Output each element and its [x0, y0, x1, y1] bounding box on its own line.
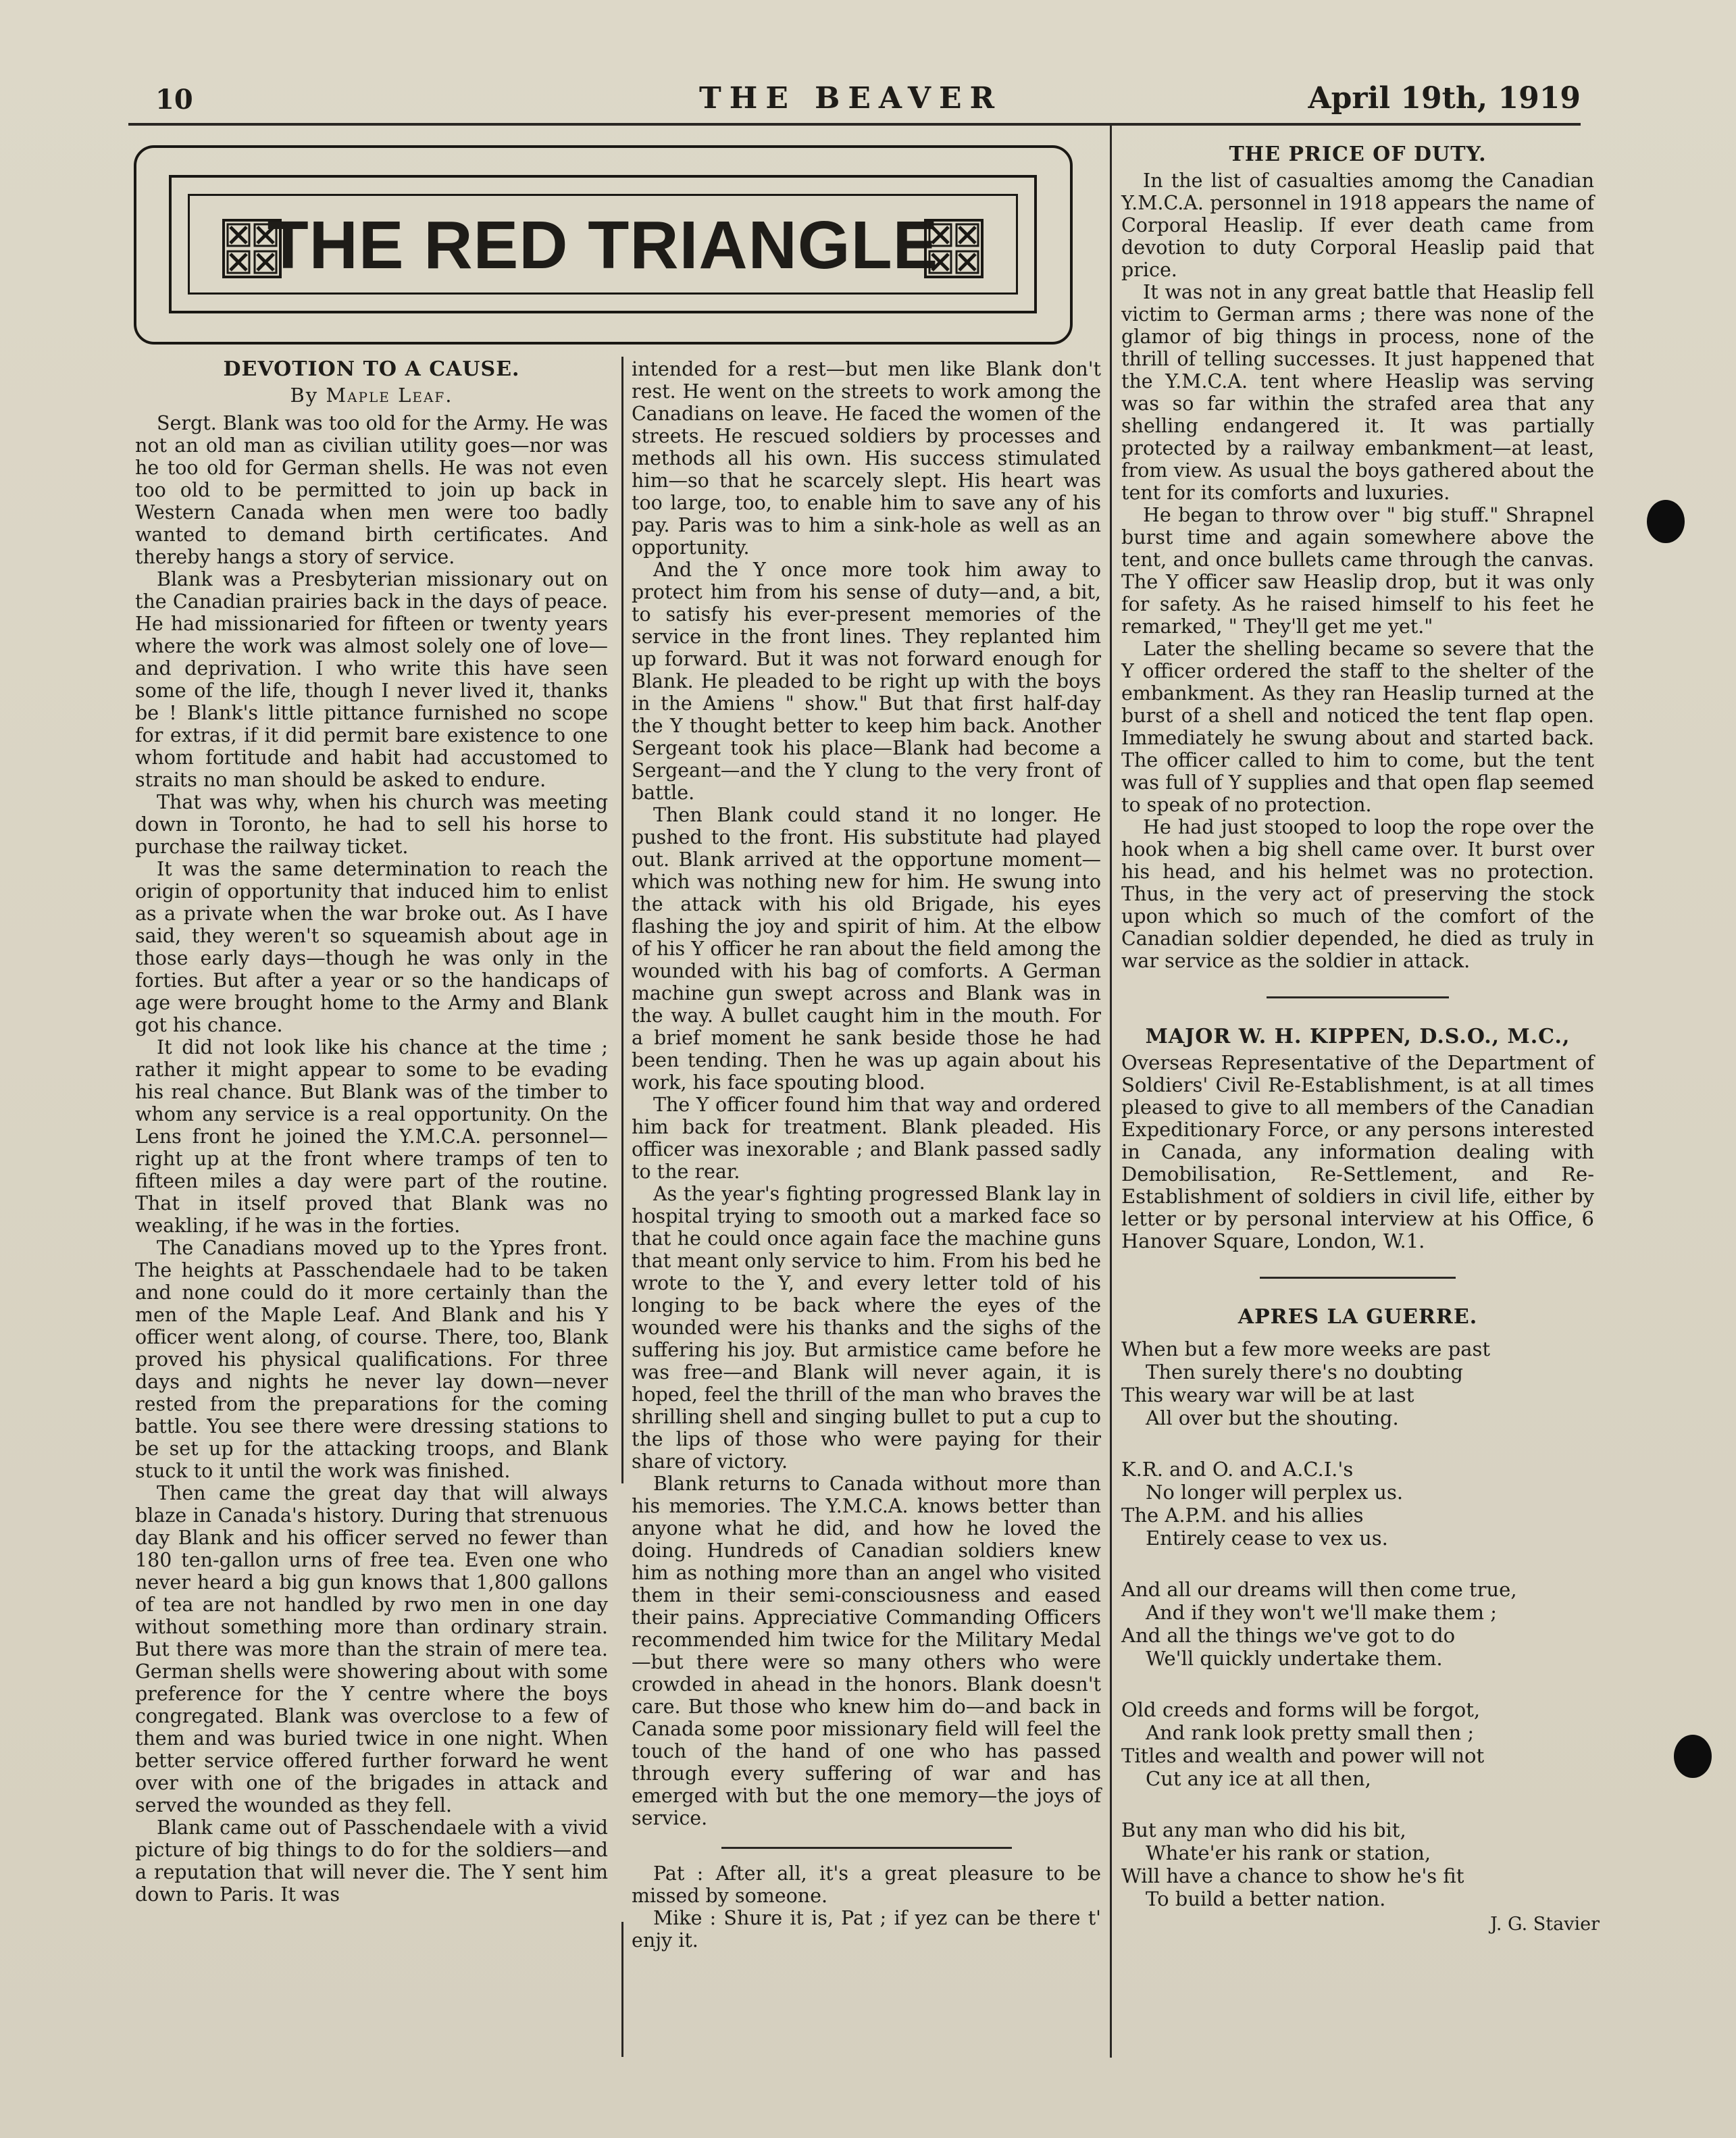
poem-line: Then surely there's no doubting	[1146, 1360, 1463, 1383]
page-header	[128, 76, 1581, 123]
paragraph: intended for a rest—but men like Blank don't rest. He went on the streets to work among the Canadians on leave. He faced the women of the streets. He rescued soldiers by processes and methods all his own. His success stimulated him—so that he scarcely slept. His heart was too large, too, to enable him to save any of his pay. Paris was to him a sink-hole as well as an opportunity.	[632, 358, 1101, 559]
byline	[135, 384, 608, 407]
column-rule	[621, 1922, 623, 2057]
tile-ornament-icon	[924, 219, 984, 278]
column-rule	[1110, 126, 1112, 2058]
paragraph: The Canadians moved up to the Ypres front. The heights at Passchendaele had to be taken and none could do it more certainly than the men of the Maple Leaf. And Blank and his Y officer went along, of course. There, too, Blank proved his physical qualifications. For three days and nights he never lay down—never rested from the preparations for the coming battle. You see there were dressing stations to be set up for the attacking troops, and Blank stuck to it until the work was finished.	[135, 1237, 608, 1482]
poem-line: Entirely cease to vex us.	[1146, 1527, 1388, 1550]
separator-rule	[721, 1847, 1012, 1849]
joke-line: Pat : After all, it's a great pleasure to be missed by someone.	[632, 1862, 1101, 1907]
article-column-2	[632, 358, 1101, 1952]
poem-line: Cut any ice at all then,	[1146, 1767, 1371, 1790]
poem-line: And all our dreams will then come true,	[1121, 1578, 1517, 1601]
paragraph: Blank was a Presbyterian missionary out on the Canadian prairies back in the days of peace. He had missionaried for fifteen or twenty years where the work was almost solely one of love—and deprivation. I who write this have seen some of the life, though I never lived it, thanks be ! Blank's little pittance furnished no scope for extras, if it did permit bare existence to one whom fortitude and habit had accustomed to straits no man should be asked to endure.	[135, 568, 608, 791]
article-title: THE PRICE OF DUTY.	[1229, 143, 1487, 166]
poem-author: J. G. Stavier	[1490, 1914, 1600, 1935]
poem	[1121, 1338, 1600, 1936]
page-number: 10	[155, 84, 193, 116]
poem-stanza	[1121, 1338, 1594, 1429]
paragraph: Sergt. Blank was too old for the Army. He was not an old man as civilian utility goes—nor was he too old for German shells. He was not even too old to be permitted to join up back in Western Canada when men were too badly wanted to demand birth certificates. And thereby hangs a story of service.	[135, 412, 608, 568]
paragraph: It was not in any great battle that Heaslip fell victim to German arms ; there was none of the glamor of big things in process, none of the thrill of telling successes. It just happened that the Y.M.C.A. tent where Heaslip was serving was so far within the strafed area that any shelling endangered it. It was partially protected by a railway embankment—at least, from view. As usual the boys gathered about the tent for its comforts and luxuries.	[1121, 281, 1594, 504]
poem-line: This weary war will be at last	[1121, 1383, 1414, 1406]
paragraph: It did not look like his chance at the time ; rather it might appear to some to be evading his real chance. But Blank was of the timber to whom any service is a real opportunity. On the Lens front he joined the Y.M.C.A. personnel—right up at the front where tramps of ten to fifteen miles a day were part of the routine. That in itself proved that Blank was no weakling, if he was in the forties.	[135, 1036, 608, 1237]
header-rule	[128, 123, 1581, 126]
poem-title: APRES LA GUERRE.	[1237, 1305, 1478, 1329]
paragraph: Later the shelling became so severe that the Y officer ordered the staff to the shelter of the embankment. As they ran Heaslip turned at the burst of a shell and noticed the tent flap open. Immediately he swung about and started back. The officer called to him to come, but the tent was full of Y supplies and that open flap seemed to speak of no protection.	[1121, 638, 1594, 816]
paragraph: He began to throw over " big stuff." Shrapnel burst time and again somewhere above the tent, and once bullets came through the canvas. The Y officer saw Heaslip drop, but it was only for safety. As he raised himself to his feet he remarked, " They'll get me yet."	[1121, 504, 1594, 638]
separator-rule	[1267, 996, 1449, 998]
poem-line: Titles and wealth and power will not	[1121, 1744, 1485, 1767]
binder-hole	[1674, 1735, 1712, 1778]
paragraph: The Y officer found him that way and ordered him back for treatment. Blank pleaded. His officer was inexorable ; and Blank passed sadly to the rear.	[632, 1094, 1101, 1183]
banner-title: THE RED TRIANGLE	[267, 207, 939, 283]
notice-body: Overseas Representative of the Department of Soldiers' Civil Re-Establishment, is at all times pleased to give to all members of the Canadian Expeditionary Force, or any persons interested in Canada, any information dealing with Demobilisation, Re-Settlement, and Re-Establishment of soldiers in civil life, either by letter or by personal interview at his Office, 6 Hanover Square, London, W.1.	[1121, 1051, 1594, 1252]
paragraph: And the Y once more took him away to protect him from his sense of duty—and, a bit, to satisfy his ever-present memories of the service in the front lines. They replanted him up forward. But it was not forward enough for Blank. He pleaded to be right up with the boys in the Amiens " show." But that first half-day the Y thought better to keep him back. Another Sergeant took his place—Blank had become a Sergeant—and the Y clung to the very front of battle.	[632, 559, 1101, 804]
poem-stanza	[1121, 1818, 1594, 1910]
poem-line: To build a better nation.	[1146, 1887, 1386, 1910]
issue-date: April 19th, 1919	[1308, 81, 1581, 116]
poem-line: Will have a chance to show he's fit	[1121, 1864, 1464, 1887]
notice-title: MAJOR W. H. KIPPEN, D.S.O., M.C.,	[1145, 1025, 1571, 1048]
paragraph: Then Blank could stand it no longer. He pushed to the front. His substitute had played out. Blank arrived at the opportune moment—which was nothing new for him. He swung into the attack with his old Brigade, his eyes flashing the joy and spirit of him. At the elbow of his Y officer he ran about the field among the wounded with his bag of comforts. A German machine gun swept across and Blank was in the way. A bullet caught him in the mouth. For a brief moment he sank beside those he had been tending. Then he was up again about his work, his face spouting blood.	[632, 804, 1101, 1094]
article-column-3	[1121, 143, 1600, 1936]
article-column-1	[135, 358, 608, 1906]
paragraph: Blank came out of Passchendaele with a vivid picture of big things to do for the soldiers—and a reputation that will never die. The Y sent him down to Paris. It was	[135, 1816, 608, 1906]
separator-rule	[1260, 1277, 1456, 1279]
poem-line: We'll quickly undertake them.	[1146, 1647, 1443, 1670]
paragraph: Blank returns to Canada without more than his memories. The Y.M.C.A. knows better than anyone what he did, and how he loved the doing. Hundreds of Canadian soldiers knew him as nothing more than an angel who visited them in their semi-consciousness and eased their pains. Appreciative Commanding Officers recommended him twice for the Military Medal—but there were so many others who were crowded in ahead in the honors. Blank doesn't care. But those who knew him do—and back in Canada some poor missionary field will feel the touch of the hand of one who has passed through every suffering of war and has emerged with but the one memory—the joys of service.	[632, 1473, 1101, 1829]
poem-line: And all the things we've got to do	[1121, 1624, 1456, 1647]
article-title: DEVOTION TO A CAUSE.	[223, 357, 520, 381]
byline-prefix: By	[290, 384, 319, 407]
section-banner	[134, 145, 1073, 345]
paragraph: That was why, when his church was meeting down in Toronto, he had to sell his horse to purchase the railway ticket.	[135, 791, 608, 858]
byline-author: Maple Leaf.	[326, 384, 453, 407]
poem-line: When but a few more weeks are past	[1121, 1338, 1491, 1360]
poem-line: K.R. and O. and A.C.I.'s	[1121, 1458, 1354, 1481]
paragraph: It was the same determination to reach the origin of opportunity that induced him to enlist as a private when the war broke out. As I have said, they weren't so squeamish about age in those early days—though he was only in the forties. But after a year or so the handicaps of age were brought home to the Army and Blank got his chance.	[135, 858, 608, 1036]
poem-line: All over but the shouting.	[1146, 1406, 1399, 1429]
poem-line: And rank look pretty small then ;	[1146, 1721, 1475, 1744]
poem-line: Whate'er his rank or station,	[1146, 1841, 1431, 1864]
poem-line: No longer will perplex us.	[1146, 1481, 1404, 1504]
publication-title: THE BEAVER	[699, 81, 1003, 116]
poem-line: Old creeds and forms will be forgot,	[1121, 1698, 1481, 1721]
column-rule	[621, 357, 623, 1483]
paragraph: Then came the great day that will always blaze in Canada's history. During that strenuous day Blank and his officer served no fewer than 180 ten-gallon urns of free tea. Even one who never heard a big gun knows that 1,800 gallons of tea are not handled by rwo men in one day without something more than ordinary strain. But there was more than the strain of mere tea. German shells were showering about with some preference for the Y centre where the boys congregated. Blank was overclose to a few of them and was buried twice in one night. When better service offered further forward he went over with one of the brigades in attack and served the wounded as they fell.	[135, 1482, 608, 1816]
poem-stanza	[1121, 1578, 1594, 1670]
poem-line: The A.P.M. and his allies	[1121, 1504, 1364, 1527]
joke-line: Mike : Shure it is, Pat ; if yez can be there t' enjy it.	[632, 1907, 1101, 1952]
poem-line: And if they won't we'll make them ;	[1146, 1601, 1497, 1624]
binder-hole	[1647, 500, 1685, 543]
paragraph: As the year's fighting progressed Blank lay in hospital trying to smooth out a marked face so that he could once again face the machine guns that meant only service to him. From his bed he wrote to the Y, and every letter told of his longing to be back where the eyes of the wounded were his thanks and the sighs of the suffering his joy. But armistice came before he was free—and Blank will never again, it is hoped, feel the thrill of the man who braves the shrilling shell and singing bullet to put a cup to the lips of those who were paying for their share of victory.	[632, 1183, 1101, 1473]
poem-line: But any man who did his bit,	[1121, 1818, 1406, 1841]
poem-stanza	[1121, 1458, 1594, 1550]
paragraph: In the list of casualties amomg the Canadian Y.M.C.A. personnel in 1918 appears the name of Corporal Heaslip. If ever death came from devotion to duty Corporal Heaslip paid that price.	[1121, 170, 1594, 281]
paragraph: He had just stooped to loop the rope over the hook when a big shell came over. It burst over his head, and his helmet was no protection. Thus, in the very act of preserving the stock upon which so much of the comfort of the Canadian soldier depended, he died as truly in war service as the soldier in attack.	[1121, 816, 1594, 972]
poem-stanza	[1121, 1698, 1594, 1790]
